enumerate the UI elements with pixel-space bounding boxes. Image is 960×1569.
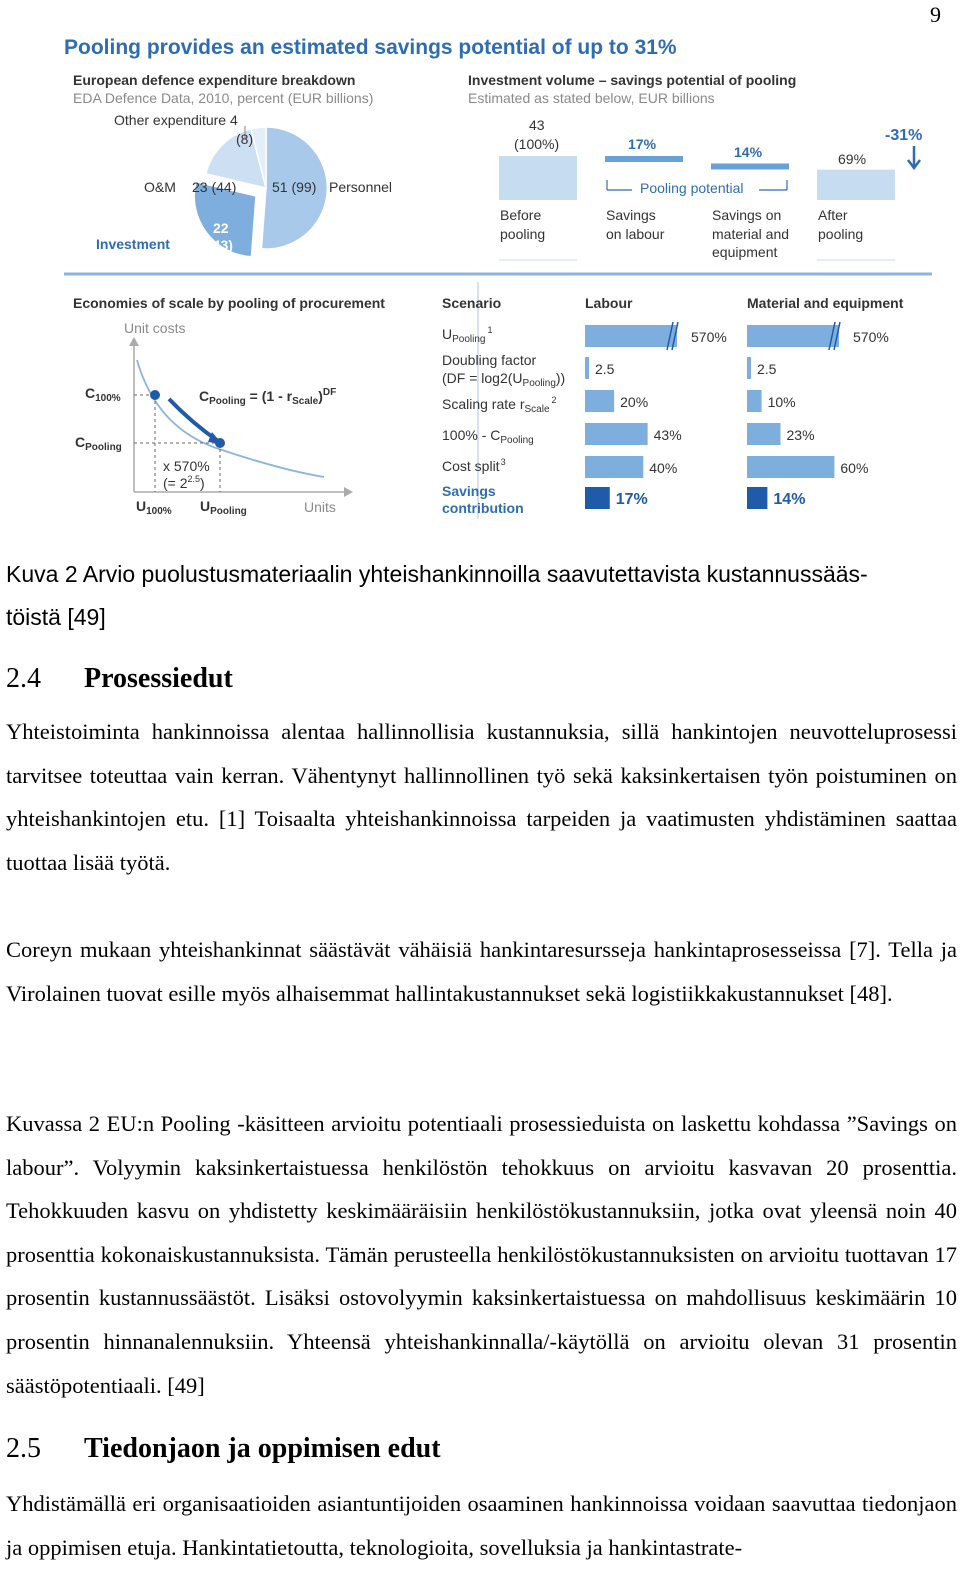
bar-label-labour-5: 17%	[615, 491, 648, 508]
bar-label-labour-4: 40%	[649, 460, 678, 476]
caption-line-2: töistä [49]	[6, 604, 106, 630]
bar-label-material-0: 570%	[853, 329, 889, 345]
bar-label-labour-3: 43%	[653, 427, 682, 443]
labour-savings-pct: 17%	[628, 136, 657, 152]
eq-label: (= $2^{2.5}$)	[163, 474, 205, 491]
bar-label-material-4: 60%	[840, 460, 869, 476]
material-header: Material and equipment	[747, 295, 904, 311]
pie-title: European defence expenditure breakdown	[73, 72, 356, 88]
pie-label-personnel: Personnel	[329, 179, 393, 195]
row-scaling-rate: Scaling rate $r_{Scale}^2$	[442, 395, 557, 415]
before-value: 43	[529, 117, 545, 133]
row-doubling-1: Doubling factor	[442, 352, 537, 368]
bar-labour-2	[585, 390, 614, 412]
section-title: Tiedonjaon ja oppimisen edut	[84, 1433, 441, 1464]
units-label: Units	[304, 499, 336, 515]
row-savings-2: contribution	[442, 500, 524, 516]
upooling-label: $U_{Pooling}$	[200, 498, 247, 517]
pie-label-investment: Investment	[96, 236, 170, 252]
formula: $C_{Pooling} = (1 - r_{Scale})^{DF}$	[199, 387, 337, 407]
labour-header: Labour	[585, 295, 633, 311]
pie-label-om: O&M	[144, 179, 176, 195]
section-number: 2.4	[6, 663, 41, 694]
bar-labour-1	[585, 357, 589, 379]
pie-value-investment-eur: (43)	[208, 237, 233, 253]
pie-subtitle: EDA Defence Data, 2010, percent (EUR billions)	[73, 90, 374, 106]
figure-pooling-savings	[62, 30, 934, 525]
pie-value-other: (8)	[236, 131, 254, 147]
bar-material-4	[747, 456, 834, 478]
section-heading-2-5	[6, 1433, 441, 1465]
pie-label-other: Other expenditure 4	[114, 112, 238, 128]
material-savings-pct: 14%	[734, 144, 763, 160]
section-number: 2.5	[6, 1433, 41, 1464]
bar-label-labour-1: 2.5	[595, 361, 615, 377]
cat-after-1: After	[818, 207, 848, 223]
bar-labour-5	[585, 487, 610, 509]
pie-value-om: 23 (44)	[192, 179, 237, 195]
x570-label: x 570%	[163, 458, 210, 474]
paragraph-2: Coreyn mukaan yhteishankinnat säästävät vähäisiä hankintaresursseja hankintaprosesseissa [7]. Tella ja Virolainen tuovat esille myös alhaisemmat hallintakustannukset sekä logistiikkakustannukset [48].	[6, 937, 957, 1006]
scale-title: Economies of scale by pooling of procurement	[73, 295, 385, 311]
bar-material-2	[747, 390, 762, 412]
cat-material-2: material and	[712, 226, 790, 242]
figure-caption	[6, 553, 956, 639]
figure-title: Pooling provides an estimated savings potential of up to 31%	[64, 36, 677, 59]
bar-material-1	[747, 357, 751, 379]
bar-before-pooling	[499, 156, 577, 200]
cat-before-2: pooling	[500, 226, 546, 242]
row-cost-split: Cost split$^3$	[442, 457, 506, 474]
bar-label-material-3: 23%	[786, 427, 815, 443]
cat-labour-1: Savings	[606, 207, 656, 223]
bar-after-pooling	[817, 170, 895, 200]
bar-savings-labour	[605, 156, 683, 162]
pooling-potential-label: Pooling potential	[640, 180, 744, 196]
bar-material-5	[747, 487, 767, 509]
bar-label-labour-2: 20%	[620, 394, 649, 410]
point-cpooling	[215, 438, 225, 448]
section-heading-2-4	[6, 663, 233, 695]
cat-labour-2: on labour	[606, 226, 665, 242]
row-savings-1: Savings	[442, 483, 496, 499]
row-doubling-2: $(DF = \log 2(U_{Pooling}))$	[442, 370, 566, 389]
bar-savings-material	[711, 163, 789, 169]
paragraph-3: Kuvassa 2 EU:n Pooling -käsitteen arvioitu potentiaali prosessieduista on laskettu kohdassa ”Savings on labour”. Volyymin kaksinkertaistuessa henkilöstön tehokkuus on arvioitu kasvavan 20 prosenttia. Tehokkuuden kasvu on yhdistetty keskimääräisiin henkilöstökustannuksiin, jotka ovat yleensä noin 40 prosenttia kokonaiskustannuksista. Tämän perusteella henkilöstökustannuksisten on arvioitu tuottavan 17 prosentin kustannussäästöt. Lisäksi ostovolyymin kaksinkertaistuessa on mahdollisuus keskimäärin 10 prosentin hinnanalennuksiin. Yhteensä yhteishankinnalla/-käytöllä on arvioitu olevan 31 prosentin säästöpotentiaali. [49]	[6, 1111, 957, 1398]
waterfall-title: Investment volume – savings potential of pooling	[468, 72, 797, 88]
paragraph-4: Yhdistämällä eri organisaatioiden asiantuntijoiden osaaminen hankinnoissa voidaan saavuttaa tiedonjaon ja oppimisen etuja. Hankintatietoutta, teknologioita, sovelluksia ja hankintastrate-	[6, 1491, 957, 1560]
bar-label-material-2: 10%	[767, 394, 796, 410]
page-number: 9	[930, 2, 941, 27]
cat-material-3: equipment	[712, 244, 778, 260]
cat-before-1: Before	[500, 207, 542, 223]
section-title: Prosessiedut	[84, 663, 233, 694]
scenario-header: Scenario	[442, 295, 502, 311]
row-upooling: $U_{Pooling}^1$	[442, 325, 493, 345]
bar-material-0	[747, 325, 839, 347]
bar-labour-0	[585, 325, 677, 347]
u100-label: $U_{100\%}$	[136, 498, 172, 517]
c100-label: $C_{100\%}$	[85, 385, 121, 404]
cat-after-2: pooling	[818, 226, 864, 242]
pie-value-personnel: 51 (99)	[272, 179, 317, 195]
cat-material-1: Savings on	[712, 207, 782, 223]
waterfall-subtitle: Estimated as stated below, EUR billions	[468, 90, 715, 106]
before-value-pct: (100%)	[514, 136, 560, 152]
point-c100	[150, 390, 160, 400]
down-arrow-icon	[908, 146, 920, 168]
bar-label-material-5: 14%	[773, 491, 806, 508]
bar-label-labour-0: 570%	[691, 329, 727, 345]
bar-labour-3	[585, 423, 648, 445]
caption-line-1: Kuva 2 Arvio puolustusmateriaalin yhteishankinnoilla saavutettavista kustannussääs-	[6, 561, 868, 587]
row-100-cpooling: $100\% - C_{Pooling}$	[442, 427, 534, 446]
total-reduction: -31%	[885, 127, 923, 144]
scenario-bars	[585, 322, 889, 509]
bar-material-3	[747, 423, 781, 445]
bar-label-material-1: 2.5	[757, 361, 777, 377]
pie-value-investment: 22	[213, 220, 229, 236]
cpooling-label: $C_{Pooling}$	[75, 434, 122, 453]
paragraph-1: Yhteistoiminta hankinnoissa alentaa hallinnollisia kustannuksia, sillä hankintojen neuvotteluprosessi tarvitsee toteuttaa vain kerran. Vähentynyt hallinnollinen työ sekä kaksinkertaisen työn poistuminen on yhteishankintojen etu. [1] Toisaalta yhteishankinnoissa tarpeiden ja vaatimusten yhdistäminen saattaa tuottaa lisää työtä.	[6, 719, 957, 875]
unit-costs-label: Unit costs	[124, 320, 186, 336]
bar-labour-4	[585, 456, 643, 478]
after-pct: 69%	[838, 151, 867, 167]
